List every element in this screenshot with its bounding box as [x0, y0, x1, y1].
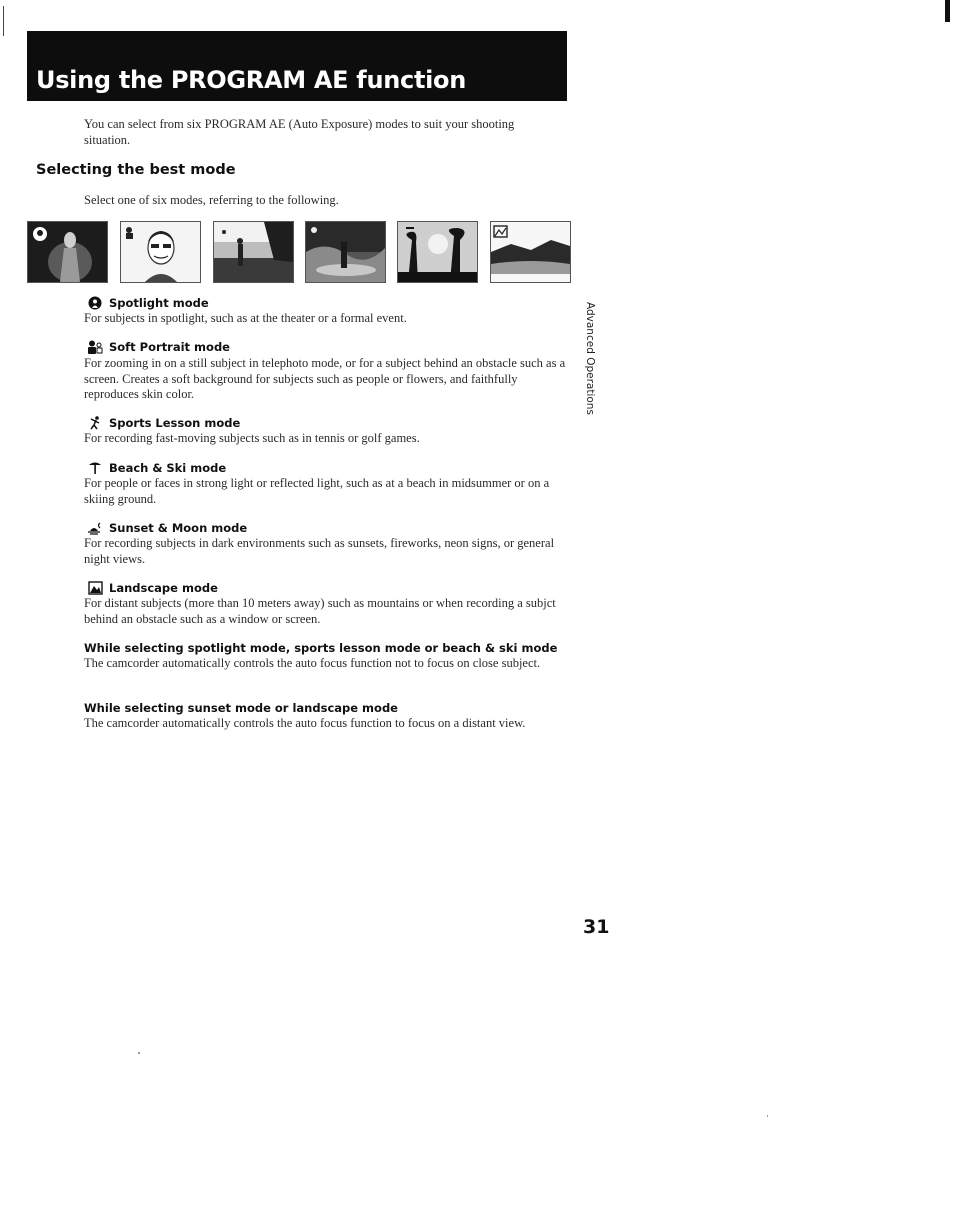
spotlight-icon — [86, 296, 104, 310]
mode-heading-spotlight: Spotlight mode — [86, 296, 209, 310]
intro-paragraph: You can select from six PROGRAM AE (Auto Exposure) modes to suit your shooting situation. — [84, 117, 515, 147]
mode-desc-landscape: For distant subjects (more than 10 meters away) such as mountains or when recording a subjct behind an obstacle such as a window or screen. — [84, 596, 556, 626]
section-heading: Selecting the best mode — [36, 162, 236, 178]
thumbnail-landscape — [490, 221, 571, 283]
section-intro: Select one of six modes, referring to the following. — [84, 193, 339, 207]
mode-heading-landscape: Landscape mode — [86, 581, 218, 595]
mode-heading-soft-portrait: Soft Portrait mode — [86, 340, 230, 354]
mode-heading-sunset-moon: Sunset & Moon mode — [86, 521, 247, 535]
note-heading-close-focus: While selecting spotlight mode, sports lesson mode or beach & ski mode — [84, 641, 558, 655]
thumbnail-beach-ski — [305, 221, 386, 283]
mode-desc-soft-portrait: For zooming in on a still subject in telephoto mode, or for a subject behind an obstacle such as a screen. Creates a soft background for subjects such as people or flowers, and faithfully reproduces skin color. — [84, 356, 566, 401]
page-number: 31 — [583, 916, 610, 938]
note-text-close-focus: The camcorder automatically controls the auto focus function not to focus on close subject. — [84, 656, 541, 670]
thumbnail-soft-portrait — [120, 221, 201, 283]
note-text-distant-focus: The camcorder automatically controls the auto focus function to focus on a distant view. — [84, 716, 526, 730]
sunset-moon-icon — [86, 521, 104, 535]
page-title: Using the PROGRAM AE function — [36, 66, 467, 94]
thumbnail-sports-lesson — [213, 221, 294, 283]
mode-heading-beach-ski: Beach & Ski mode — [86, 461, 226, 475]
beach-ski-icon — [86, 461, 104, 475]
note-heading-distant-focus: While selecting sunset mode or landscape mode — [84, 701, 398, 715]
thumbnail-spotlight — [27, 221, 108, 283]
mode-heading-sports-lesson: Sports Lesson mode — [86, 416, 240, 430]
mode-desc-spotlight: For subjects in spotlight, such as at the theater or a formal event. — [84, 311, 407, 325]
scan-speck — [767, 1115, 768, 1117]
section-side-label: Advanced Operations — [584, 302, 596, 415]
edge-tab-mark — [945, 0, 950, 22]
thumbnail-sunset-moon — [397, 221, 478, 283]
sports-lesson-icon — [86, 416, 104, 430]
soft-portrait-icon — [86, 340, 104, 354]
mode-desc-sports-lesson: For recording fast-moving subjects such as in tennis or golf games. — [84, 431, 420, 445]
scan-mark — [3, 6, 4, 36]
mode-desc-sunset-moon: For recording subjects in dark environments such as sunsets, fireworks, neon signs, or general night views. — [84, 536, 555, 566]
landscape-icon — [86, 581, 104, 595]
mode-desc-beach-ski: For people or faces in strong light or reflected light, such as at a beach in midsummer or on a skiing ground. — [84, 476, 550, 506]
scan-speck — [138, 1052, 140, 1054]
